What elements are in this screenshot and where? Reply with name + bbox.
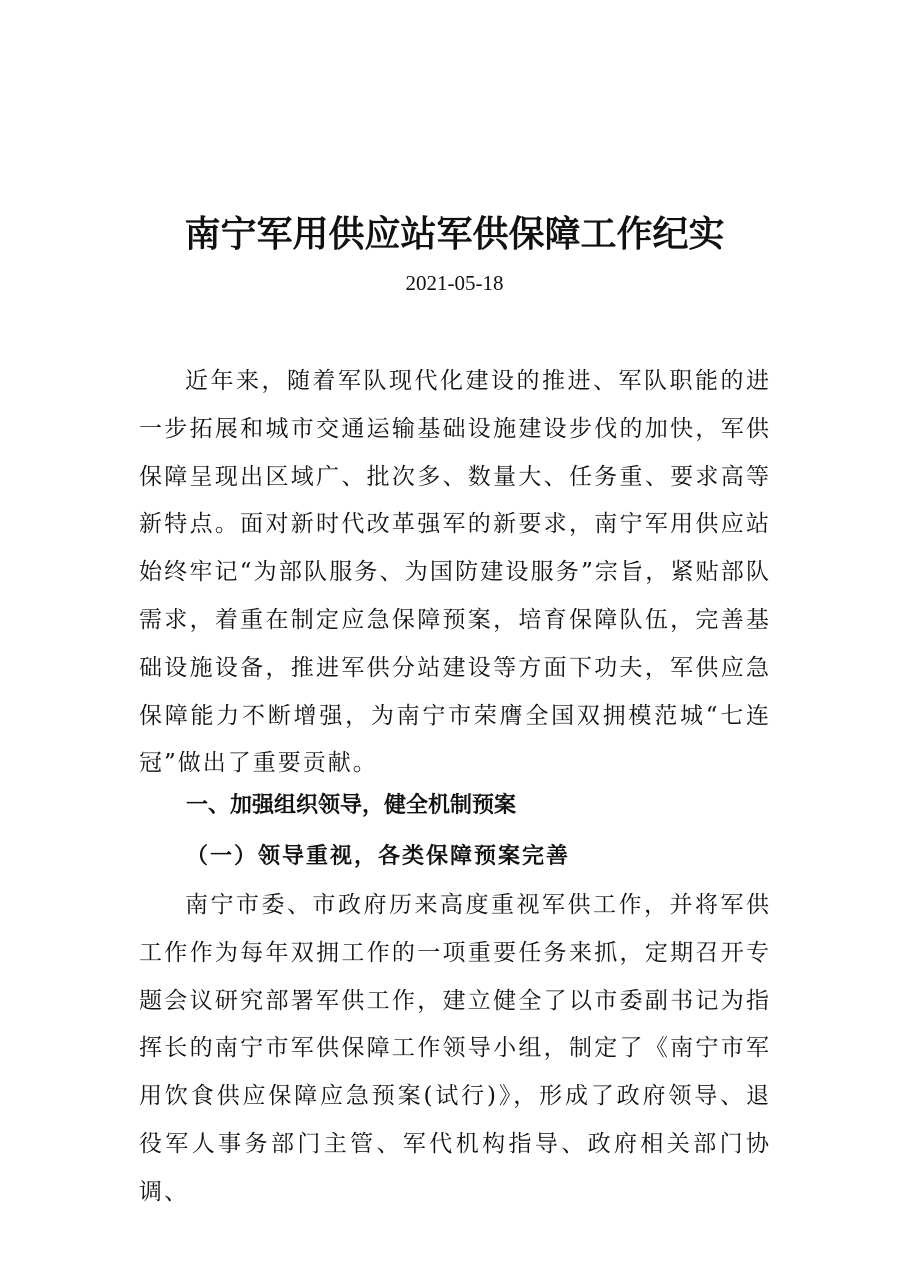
document-title: 南宁军用供应站军供保障工作纪实 — [184, 213, 725, 255]
section-heading: 一、加强组织领导，健全机制预案 — [186, 793, 517, 818]
document-date: 2021-05-18 — [405, 271, 504, 295]
body-paragraph: 南宁市委、市政府历来高度重视军供工作，并将军供工作作为每年双拥工作的一项重要任务来抓，定期召开专题会议研究部署军供工作，建立健全了以市委副书记为指挥长的南宁市军供保障工作领导小组，制定了《南宁市军用饮食供应保障应急预案(试行)》，形成了政府领导、退役军人事务部门主管、军代机构指导、政府相关部门协调、 — [139, 892, 771, 1205]
body-paragraph: 近年来，随着军队现代化建设的推进、军队职能的进一步拓展和城市交通运输基础设施建设步伐的加快，军供保障呈现出区域广、批次多、数量大、任务重、要求高等新特点。面对新时代改革强军的新要求，南宁军用供应站始终牢记“为部队服务、为国防建设服务”宗旨，紧贴部队需求，着重在制定应急保障预案，培育保障队伍，完善基础设施设备，推进军供分站建设等方面下功夫，军供应急保障能力不断增强，为南宁市荣膺全国双拥模范城“七连冠”做出了重要贡献。 — [139, 368, 771, 777]
subsection-heading: （一）领导重视，各类保障预案完善 — [186, 843, 571, 869]
